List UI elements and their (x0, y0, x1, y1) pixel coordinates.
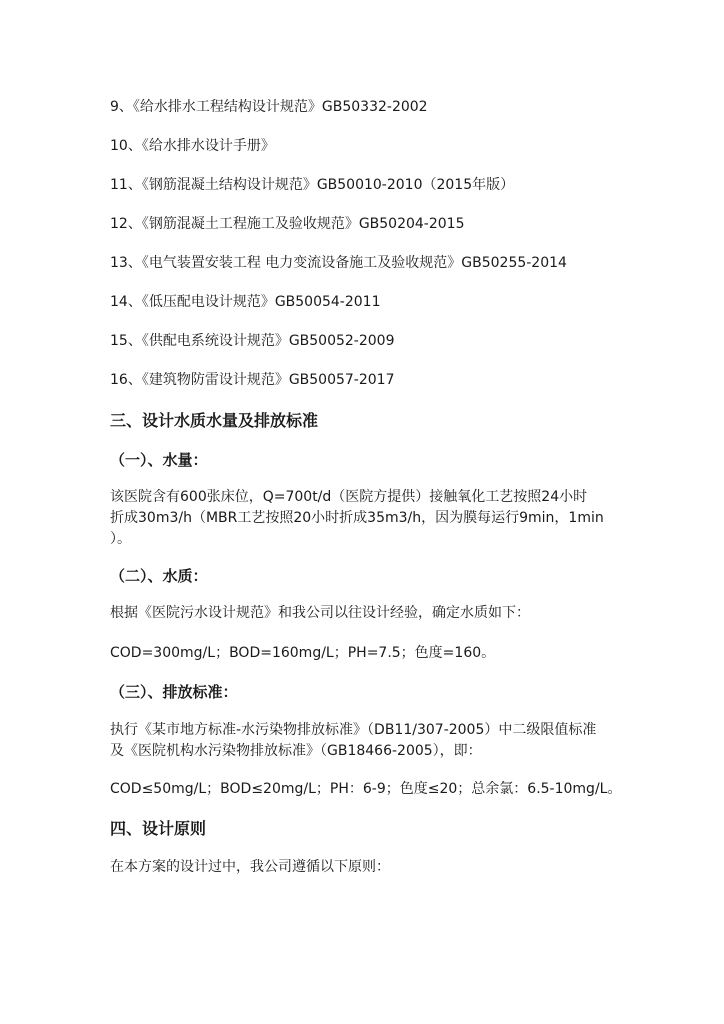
reference-item: 9、《给水排水工程结构设计规范》GB50332-2002 (110, 99, 428, 115)
paragraph-line: 根据《医院污水设计规范》和我公司以往设计经验，确定水质如下： (110, 605, 530, 621)
section-heading: 三、设计水质水量及排放标准 (110, 411, 319, 430)
reference-item: 12、《钢筋混凝土工程施工及验收规范》GB50204-2015 (110, 216, 465, 232)
reference-item: 14、《低压配电设计规范》GB50054-2011 (110, 294, 381, 310)
paragraph-line: COD=300mg/L；BOD=160mg/L；PH=7.5；色度=160。 (110, 645, 496, 661)
reference-item: 15、《供配电系统设计规范》GB50052-2009 (110, 333, 395, 349)
subsection-heading: （三）、排放标准： (110, 683, 238, 701)
paragraph-line: 及《医院机构水污染物排放标准》（GB18466-2005），即： (110, 743, 482, 759)
section-heading: 四、设计原则 (110, 819, 207, 838)
reference-item: 10、《给水排水设计手册》 (110, 138, 275, 154)
paragraph-line: 该医院含有600张床位，Q=700t/d（医院方提供）接触氧化工艺按照24小时 (110, 489, 588, 505)
paragraph-line: ）。 (110, 531, 131, 547)
reference-item: 13、《电气装置安装工程 电力变流设备施工及验收规范》GB50255-2014 (110, 255, 567, 271)
subsection-heading: （一）、水量： (110, 451, 208, 469)
paragraph-line: 执行《某市地方标准-水污染物排放标准》（DB11/307-2005）中二级限值标准 (110, 722, 597, 738)
paragraph-line: 在本方案的设计过中，我公司遵循以下原则： (110, 859, 390, 875)
paragraph-line: COD≤50mg/L；BOD≤20mg/L；PH：6-9；色度≤20；总余氯：6.5-10mg/L。 (110, 781, 622, 797)
subsection-heading: （二）、水质： (110, 567, 208, 585)
paragraph-line: 折成30m3/h（MBR工艺按照20小时折成35m3/h，因为膜每运行9min，1min (110, 510, 604, 526)
reference-item: 16、《建筑物防雷设计规范》GB50057-2017 (110, 372, 395, 388)
reference-item: 11、《钢筋混凝土结构设计规范》GB50010-2010（2015年版） (110, 177, 515, 193)
